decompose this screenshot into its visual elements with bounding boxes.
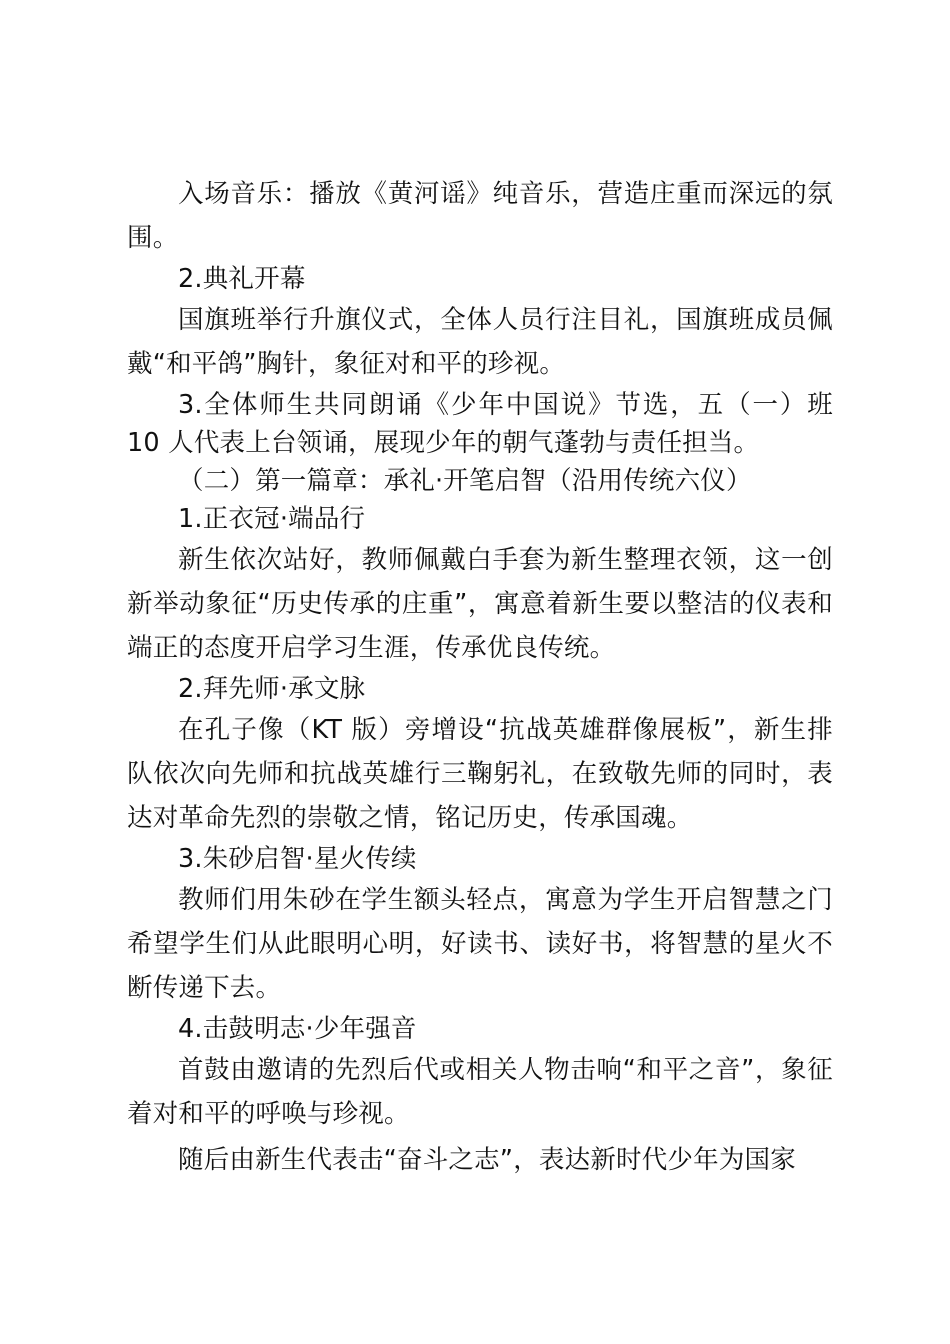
paragraph-cinnabar-wisdom: 教师们用朱砂在学生额头轻点，寓意为学生开启智慧之门希望学生们从此眼明心明，好读书、读好书，将智慧的星火不断传递下去。 xyxy=(127,885,833,1003)
paragraph-flag-raising: 国旗班举行升旗仪式，全体人员行注目礼，国旗班成员佩戴“和平鸽”胸针，象征对和平的珍视。 xyxy=(127,305,833,379)
paragraph-entrance-music: 入场音乐：播放《黄河谣》纯音乐，营造庄重而深远的氛围。 xyxy=(127,179,833,253)
heading-correct-attire: 1.正衣冠·端品行 xyxy=(178,504,366,534)
heading-worship-teacher: 2.拜先师·承文脉 xyxy=(178,674,366,704)
paragraph-struggle-drum: 随后由新生代表击“奋斗之志”，表达新时代少年为国家 xyxy=(178,1145,796,1175)
paragraph-worship-teacher: 在孔子像（KT 版）旁增设“抗战英雄群像展板”，新生排队依次向先师和抗战英雄行三鞠躬礼，在致敬先师的同时，表达对革命先烈的崇敬之情，铭记历史，传承国魂。 xyxy=(127,715,833,833)
paragraph-recitation: 3.全体师生共同朗诵《少年中国说》节选，五（一）班 10 人代表上台领诵，展现少年的朝气蓬勃与责任担当。 xyxy=(127,390,833,458)
paragraph-correct-attire: 新生依次站好，教师佩戴白手套为新生整理衣领，这一创新举动象征“历史传承的庄重”，寓意着新生要以整洁的仪表和端正的态度开启学习生涯，传承优良传统。 xyxy=(127,545,833,663)
heading-drum-ambition: 4.击鼓明志·少年强音 xyxy=(178,1014,417,1044)
heading-chapter-one: （二）第一篇章：承礼·开笔启智（沿用传统六仪） xyxy=(178,466,752,496)
heading-cinnabar-wisdom: 3.朱砂启智·星火传续 xyxy=(178,844,417,874)
heading-ceremony-opening: 2.典礼开幕 xyxy=(178,264,306,294)
document-page xyxy=(127,172,833,1182)
paragraph-peace-drum: 首鼓由邀请的先烈后代或相关人物击响“和平之音”，象征着对和平的呼唤与珍视。 xyxy=(127,1055,833,1129)
